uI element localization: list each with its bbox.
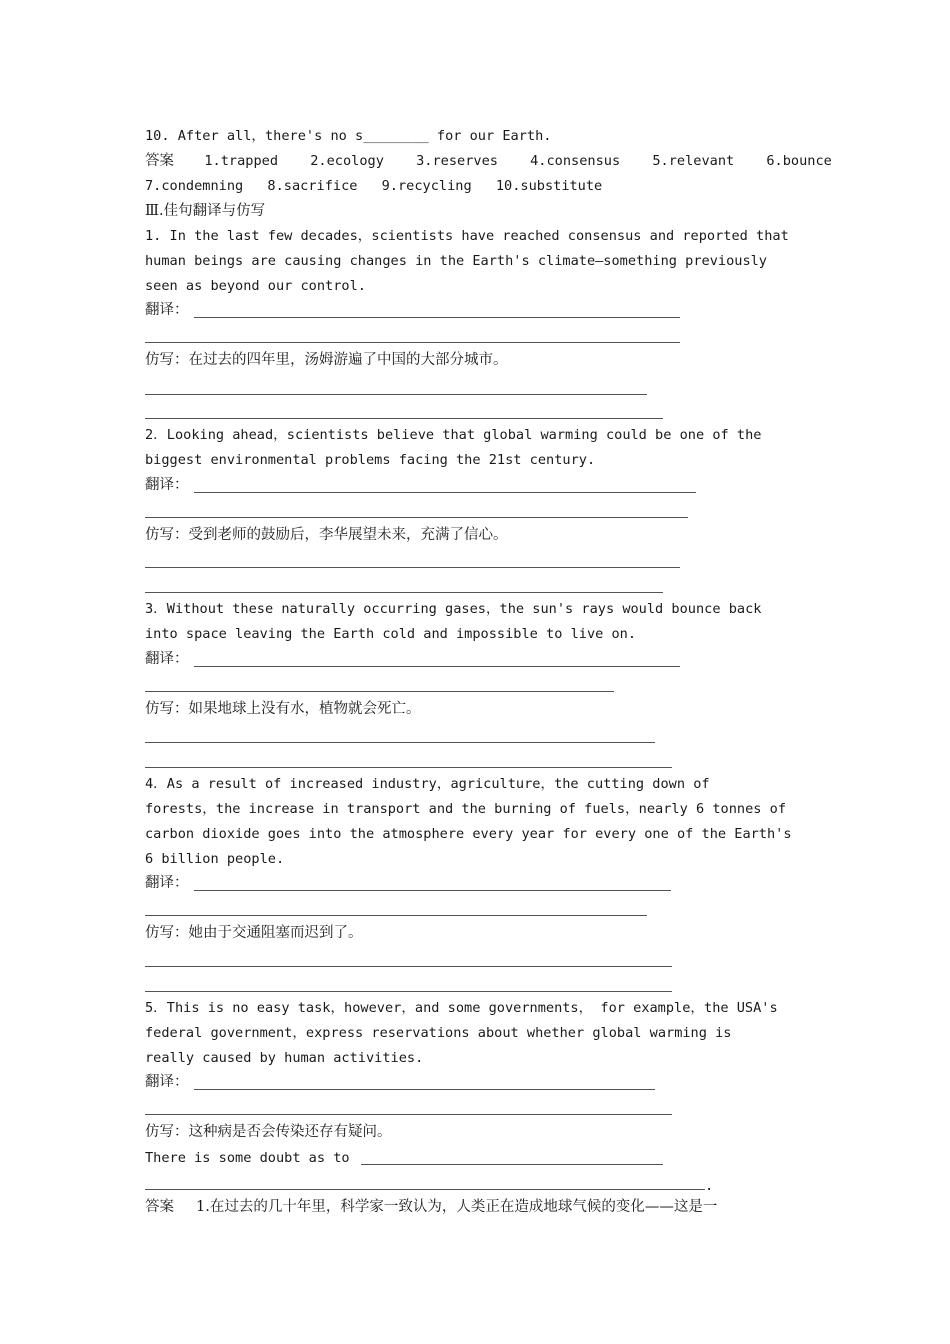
answer-key: 答案 1.在过去的几十年里，科学家一致认为，人类正在造成地球气候的变化——这是一 (145, 1199, 718, 1215)
item-3-line-2: into space leaving the Earth cold and impossible to live on. (145, 626, 637, 642)
answer-row-2: 7.condemning 8.sacrifice 9.recycling 10.substitute (145, 178, 603, 194)
item-5-line-2: federal government，express reservations about whether global warming is (145, 1025, 732, 1041)
item-4-line-1: 4．As a result of increased industry，agriculture，the cutting down of (145, 776, 710, 792)
item-3-line-1: 3．Without these naturally occurring gases，the sun's rays would bounce back (145, 601, 762, 617)
item-2-imitate-line-1[interactable] (145, 567, 680, 568)
item-5-final-line[interactable] (145, 1189, 705, 1190)
item-3-translate-line-1[interactable] (194, 666, 680, 667)
item-2-translate-label: 翻译： (145, 477, 189, 493)
answer-label: 答案 (145, 153, 174, 169)
item-2-translate-line-1[interactable] (194, 492, 696, 493)
item-5-line-1: 5．This is no easy task，however，and some governments， for example，the USA's (145, 1000, 778, 1016)
item-5-imitate: 仿写：这种病是否会传染还存有疑问。 (145, 1124, 392, 1140)
item-4-imitate-line-2[interactable] (145, 991, 672, 992)
answer-row-1: 答案 1.trapped 2.ecology 3.reserves 4.consensus 5.relevant 6.bounce (145, 153, 832, 169)
item-2-translate-line-2[interactable] (145, 517, 688, 518)
item-4-translate-line-2[interactable] (145, 915, 647, 916)
item-1-imitate: 仿写：在过去的四年里，汤姆游遍了中国的大部分城市。 (145, 352, 508, 368)
item-1-line-1: 1. In the last few decades，scientists have reached consensus and reported that (145, 228, 789, 244)
item-4-translate-line-1[interactable] (194, 890, 671, 891)
item-3-imitate-line-1[interactable] (145, 742, 655, 743)
section-title: Ⅲ.佳句翻译与仿写 (145, 203, 266, 219)
item-1-translate-line-2[interactable] (145, 342, 680, 343)
item-4-imitate: 仿写：她由于交通阻塞而迟到了。 (145, 925, 363, 941)
item-4-imitate-line-1[interactable] (145, 966, 672, 967)
item-1-line-3: seen as beyond our control. (145, 278, 366, 294)
item-3-translate-label: 翻译： (145, 651, 189, 667)
q10-blank[interactable]: ________ (363, 128, 429, 144)
item-4-line-3: carbon dioxide goes into the atmosphere every year for every one of the Earth's (145, 826, 792, 842)
item-2-imitate-line-2[interactable] (145, 592, 663, 593)
item-1-imitate-line-2[interactable] (145, 418, 663, 419)
item-1-translate-label: 翻译： (145, 302, 189, 318)
item-4-line-4: 6 billion people. (145, 851, 285, 867)
item-2-line-2: biggest environmental problems facing the 21st century. (145, 452, 596, 468)
item-5-translate-line-2[interactable] (145, 1114, 672, 1115)
item-4-line-2: forests，the increase in transport and the burning of fuels，nearly 6 tonnes of (145, 801, 786, 817)
item-4-translate-label: 翻译： (145, 875, 189, 891)
item-2-line-1: 2．Looking ahead，scientists believe that global warming could be one of the (145, 427, 762, 443)
item-5-translate-label: 翻译： (145, 1074, 189, 1090)
item-1-imitate-line-1[interactable] (145, 394, 647, 395)
item-5-line-3: really caused by human activities. (145, 1050, 424, 1066)
final-period: . (705, 1178, 714, 1194)
item-3-imitate: 仿写：如果地球上没有水，植物就会死亡。 (145, 701, 421, 717)
item-1-line-2: human beings are causing changes in the Earth's climate—something previously (145, 253, 767, 269)
item-2-imitate: 仿写：受到老师的鼓励后，李华展望未来，充满了信心。 (145, 527, 508, 543)
item-3-translate-line-2[interactable] (145, 691, 614, 692)
item-1-translate-line-1[interactable] (194, 317, 680, 318)
item-5-stem: There is some doubt as to (145, 1150, 350, 1166)
item-5-translate-line-1[interactable] (194, 1089, 655, 1090)
item-5-stem-line[interactable] (361, 1164, 663, 1165)
question-10: 10. After all，there's no s________ for our Earth. (145, 128, 552, 144)
item-3-imitate-line-2[interactable] (145, 767, 672, 768)
